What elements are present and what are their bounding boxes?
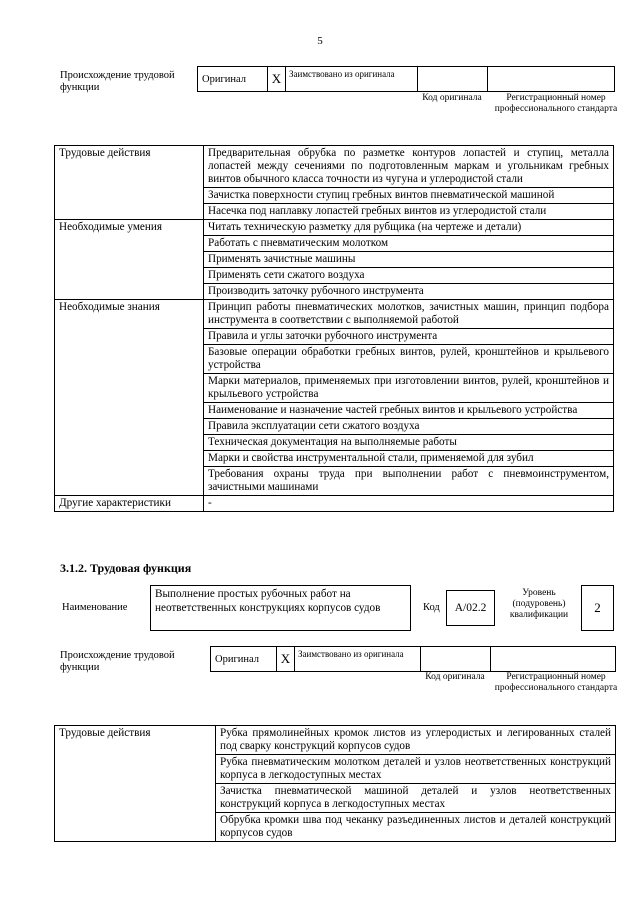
table-row xyxy=(55,146,614,188)
origin-box-2 xyxy=(210,646,616,672)
original-mark: X xyxy=(268,67,286,91)
row-header: Трудовые действия xyxy=(55,726,216,842)
function-name-label: Наименование xyxy=(62,602,128,613)
table-row xyxy=(55,220,614,236)
competency-table-1 xyxy=(54,145,614,512)
original-mark-2: X xyxy=(277,647,295,671)
page-number: 5 xyxy=(317,35,323,47)
table-row xyxy=(55,726,616,755)
table-row xyxy=(55,496,614,512)
table-cell: Техническая документация на выполняемые работы xyxy=(204,435,614,451)
level-label: Уровень (подуровень) квалификации xyxy=(509,588,569,620)
table-cell: Зачистка поверхности ступиц гребных винтов пневматической машиной xyxy=(204,188,614,204)
code-cell xyxy=(418,67,488,91)
table-cell: Принцип работы пневматических молотков, зачистных машин, принцип подбора инструмента в соответствии с выполняемой работой xyxy=(204,300,614,329)
origin-label-2: Происхождение трудовой функции xyxy=(60,650,175,673)
row-header: Другие характеристики xyxy=(55,496,204,512)
code-cell-2 xyxy=(421,647,491,671)
row-header: Необходимые знания xyxy=(55,300,204,496)
function-code-value: А/02.2 xyxy=(446,590,495,626)
table-cell: Правила эксплуатации сети сжатого воздуха xyxy=(204,419,614,435)
table-cell: Базовые операции обработки гребных винтов, рулей, кронштейнов и крыльевого устройства xyxy=(204,345,614,374)
table-row xyxy=(55,300,614,329)
table-cell: Обрубка кромки шва под чеканку разъединенных листов и деталей конструкций корпусов судов xyxy=(216,813,616,842)
origin-box xyxy=(197,66,615,92)
reg-number-cell xyxy=(488,67,614,91)
borrowed-label: Заимствовано из оригинала xyxy=(289,69,395,79)
table-cell: Марки и свойства инструментальной стали, применяемой для зубил xyxy=(204,451,614,467)
table-cell: - xyxy=(204,496,614,512)
section-title: 3.1.2. Трудовая функция xyxy=(60,561,192,575)
table-cell: Работать с пневматическим молотком xyxy=(204,236,614,252)
row-header: Трудовые действия xyxy=(55,146,204,220)
table-cell: Рубка прямолинейных кромок листов из углеродистых и легированных сталей под сварку конструкций корпусов судов xyxy=(216,726,616,755)
code-caption: Код оригинала xyxy=(422,93,482,103)
table-cell: Марки материалов, применяемых при изготовлении винтов, рулей, кронштейнов и крыльевого устройства xyxy=(204,374,614,403)
table-cell: Производить заточку рубочного инструмента xyxy=(204,284,614,300)
code-caption-2: Код оригинала xyxy=(425,672,485,682)
reg-caption-2: Регистрационный номер профессионального стандарта xyxy=(494,672,618,693)
competency-table-2 xyxy=(54,725,616,842)
table-cell: Читать техническую разметку для рубщика (на чертеже и детали) xyxy=(204,220,614,236)
reg-number-cell-2 xyxy=(491,647,613,671)
table-cell: Наименование и назначение частей гребных винтов и крыльевого устройства xyxy=(204,403,614,419)
row-header: Необходимые умения xyxy=(55,220,204,300)
function-code-label: Код xyxy=(423,602,440,613)
table-cell: Предварительная обрубка по разметке контуров лопастей и ступиц, металла лопастей между сечениями по подготовленным маркам и угольникам гребных винтов обычного класса точности из чугуна и углеродистой стали xyxy=(204,146,614,188)
table-cell: Насечка под наплавку лопастей гребных винтов из углеродистой стали xyxy=(204,204,614,220)
original-label: Оригинал xyxy=(202,73,246,85)
original-label-2: Оригинал xyxy=(215,653,259,665)
reg-caption: Регистрационный номер профессионального стандарта xyxy=(494,93,618,114)
table-cell: Применять сети сжатого воздуха xyxy=(204,268,614,284)
function-name-value: Выполнение простых рубочных работ на неответственных конструкциях корпусов судов xyxy=(150,585,411,631)
table-cell: Требования охраны труда при выполнении работ с пневмоинструментом, зачистными машинами xyxy=(204,467,614,496)
table-cell: Применять зачистные машины xyxy=(204,252,614,268)
table-cell: Правила и углы заточки рубочного инструмента xyxy=(204,329,614,345)
table-cell: Рубка пневматическим молотком деталей и узлов неответственных конструкций корпуса в легкодоступных местах xyxy=(216,755,616,784)
origin-label: Происхождение трудовой функции xyxy=(60,70,175,93)
table-cell: Зачистка пневматической машиной деталей и узлов неответственных конструкций корпуса в легкодоступных местах xyxy=(216,784,616,813)
level-value: 2 xyxy=(581,585,614,631)
borrowed-label-2: Заимствовано из оригинала xyxy=(298,649,404,659)
